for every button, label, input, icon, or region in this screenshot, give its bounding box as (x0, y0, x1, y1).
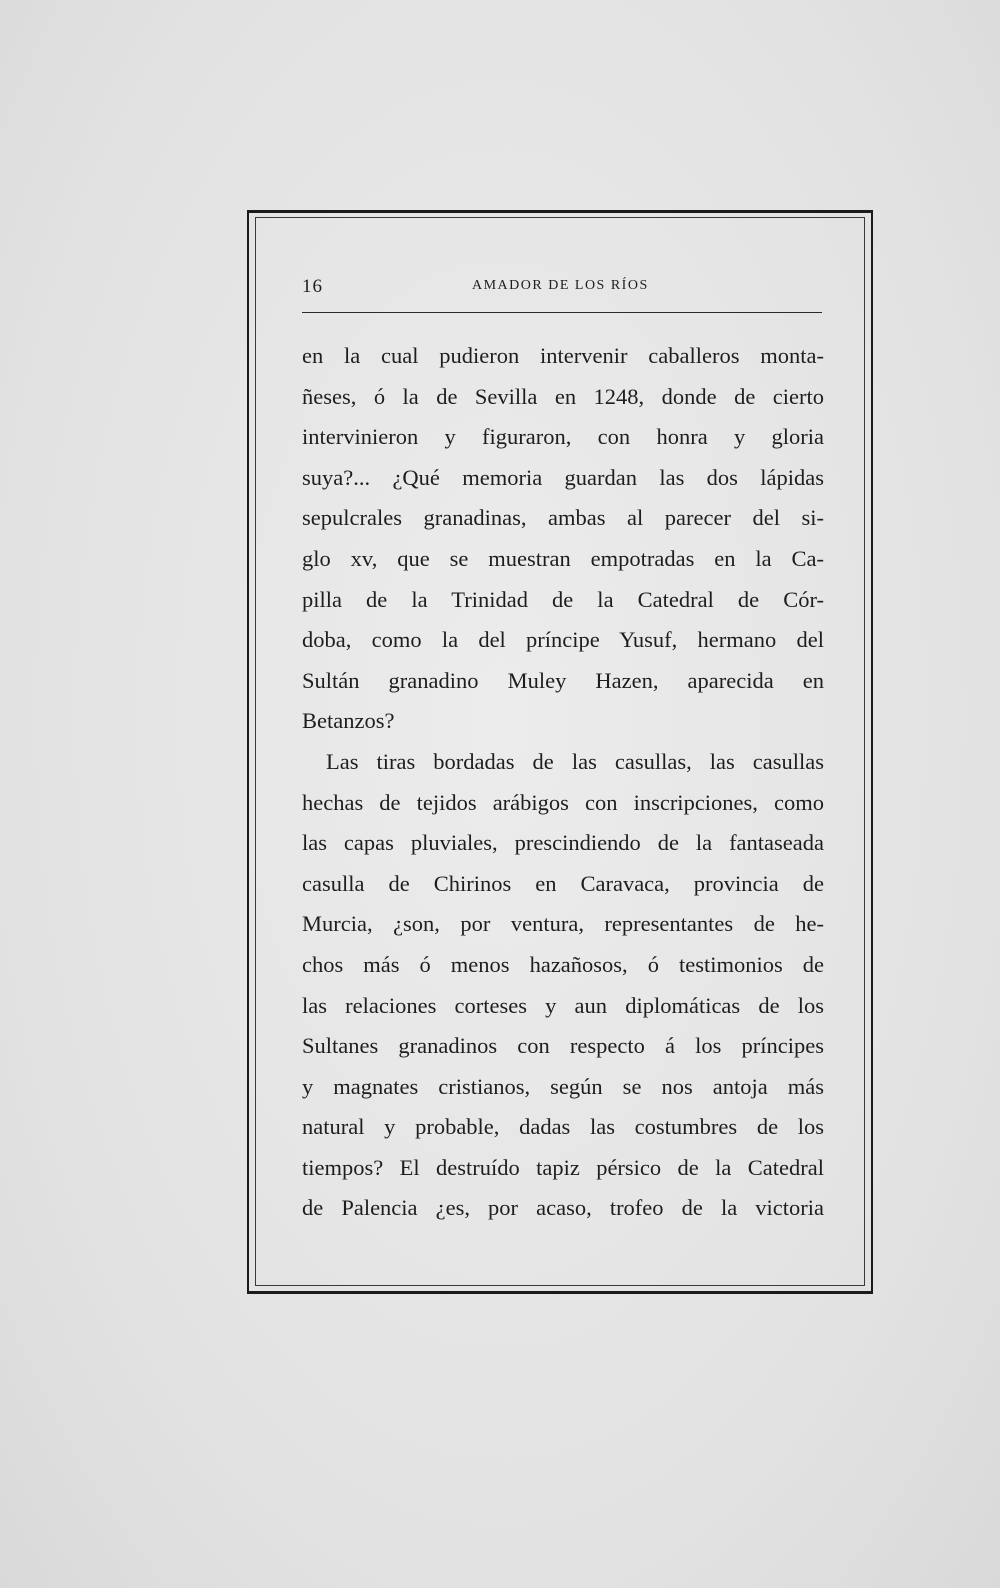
body-text (302, 336, 824, 1229)
text-line: tiempos? El destruído tapiz pérsico de la Catedral (302, 1154, 824, 1180)
text-line: Las tiras bordadas de las casullas, las casullas (326, 748, 824, 774)
text-line: Betanzos? (302, 708, 395, 734)
text-line: pilla de la Trinidad de la Catedral de Cór- (302, 586, 824, 612)
text-line: y magnates cristianos, según se nos antoja más (302, 1073, 824, 1099)
text-line: de Palencia ¿es, por acaso, trofeo de la victoria (302, 1195, 824, 1221)
text-line: suya?... ¿Qué memoria guardan las dos lápidas (302, 464, 824, 490)
header-rule (302, 312, 822, 313)
text-line: Sultanes granadinos con respecto á los príncipes (302, 1033, 824, 1059)
text-line: hechas de tejidos arábigos con inscripciones, como (302, 789, 824, 815)
text-line: las relaciones corteses y aun diplomáticas de los (302, 992, 824, 1018)
text-line: Sultán granadino Muley Hazen, aparecida en (302, 667, 824, 693)
text-line: en la cual pudieron intervenir caballeros monta- (302, 343, 824, 368)
text-line: casulla de Chirinos en Caravaca, provincia de (302, 870, 824, 896)
text-line: ñeses, ó la de Sevilla en 1248, donde de cierto (302, 383, 824, 409)
page-number: 16 (302, 276, 323, 297)
running-head (302, 276, 822, 298)
running-title: AMADOR DE LOS RÍOS (472, 278, 649, 293)
text-line: Murcia, ¿son, por ventura, representantes de he- (302, 911, 824, 937)
text-line: las capas pluviales, prescindiendo de la fantaseada (302, 830, 824, 856)
text-line: natural y probable, dadas las costumbres de los (302, 1114, 824, 1140)
text-line: glo xv, que se muestran empotradas en la Ca- (302, 545, 824, 571)
text-line: intervinieron y figuraron, con honra y gloria (302, 424, 824, 450)
text-line: doba, como la del príncipe Yusuf, hermano del (302, 627, 824, 653)
text-line: sepulcrales granadinas, ambas al parecer del si- (302, 505, 824, 531)
text-line: chos más ó menos hazañosos, ó testimonios de (302, 951, 824, 977)
